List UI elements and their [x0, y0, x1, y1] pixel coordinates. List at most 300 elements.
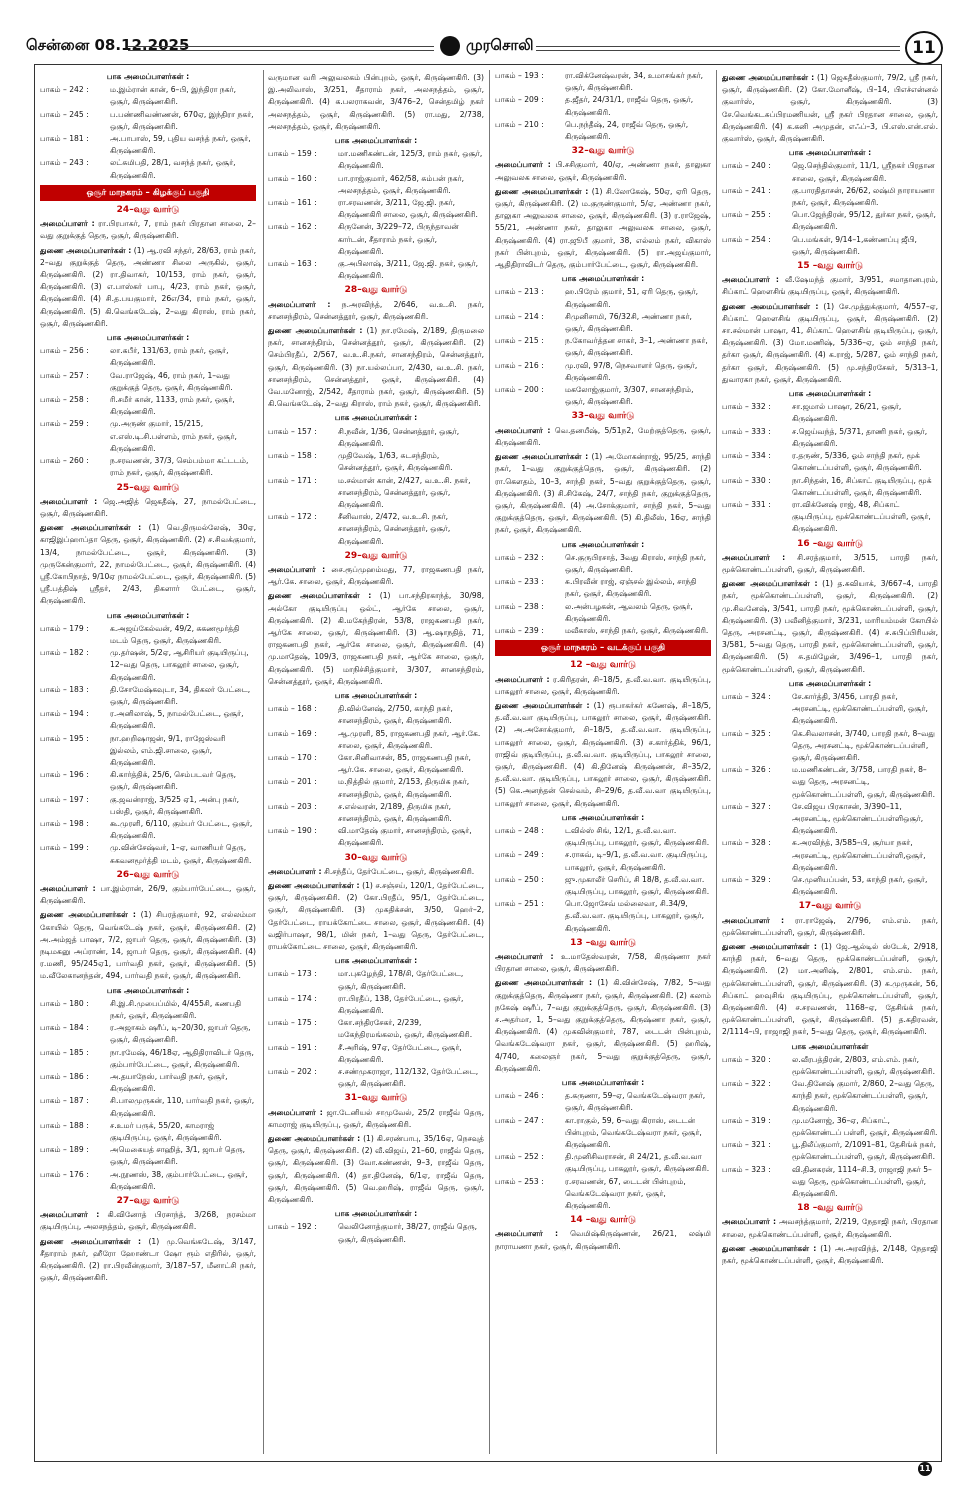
booth-number: பாகம் – 162 : — [268, 222, 317, 232]
booth-entry — [40, 84, 256, 108]
ward-heading: 26–வது வார்டு — [116, 869, 180, 880]
booth-number: பாகம் – 179 : — [40, 623, 89, 633]
booth-entry — [268, 825, 484, 849]
booth-organizer: ரி.சமீர் கான், 1133, ராம் நகர், ஒசூர், கிருஷ்ணகிரி. — [110, 395, 235, 417]
organizer-paragraph — [495, 159, 711, 183]
booth-entry — [495, 898, 711, 935]
booth-entry — [268, 1017, 484, 1041]
booth-number: பாகம் – 254 : — [722, 234, 771, 244]
booth-number: பாகம் – 198 : — [40, 818, 89, 828]
booth-entry — [268, 703, 484, 727]
role-label: அமைப்பாளர் : — [40, 496, 98, 506]
booth-organizer: டவில்ஸ் சிங், 12/1, த.வீ.வ.வா. குடியிருப்பு, பாகலூர், ஒசூர், கிருஷ்ணகிரி. — [565, 825, 710, 848]
booth-number: பாகம் – 249 : — [495, 850, 544, 860]
booth-number: பாகம் – 160 : — [268, 173, 317, 183]
organizer-paragraph — [722, 552, 938, 576]
booth-organizer: பா.ராஜ்குமார், 462/58, சும்பன் நகர், அலசநத்தம், ஒசூர், கிருஷ்ணகிரி. — [338, 173, 464, 195]
booth-number: பாகம் – 325 : — [722, 728, 771, 738]
organizer-paragraph — [268, 866, 484, 878]
booth-number: பாகம் – 174 : — [268, 993, 317, 1003]
booth-entry — [268, 776, 484, 800]
masthead-rule-right — [536, 46, 900, 51]
organizer-paragraph — [268, 564, 484, 588]
booth-organizer: ர.தருண், 5/336, ஓம் சாந்தி நகர், மூக் கொண்டப்பள்ளி, ஒசூர், கிருஷ்ணகிரி. — [792, 451, 922, 473]
booth-entry — [722, 426, 938, 450]
booth-entry — [40, 769, 256, 793]
role-label: அமைப்பாளர் : — [495, 952, 554, 962]
booth-entry — [722, 801, 938, 838]
booth-entry — [268, 221, 484, 258]
organizer-paragraph — [722, 301, 938, 386]
role-label: அமைப்பாளர் : — [722, 915, 785, 925]
booth-number: பாகம் – 327 : — [722, 801, 771, 811]
booth-number: பாகம் – 242 : — [40, 85, 89, 95]
booth-organizer: ரா.சரவணன், 3/211, ஜே.ஜி. நகர், கிருஷ்ணகிரி சாலை, ஒசூர், கிருஷ்ணகிரி. — [338, 198, 478, 220]
booth-entry — [40, 842, 256, 866]
booth-entry — [268, 475, 484, 512]
organizer-text: அவசந்த்குமார், 2/219, நேதாஜி நகர், பிரதான சாலை, மூக்கொண்டப்பள்ளி, ஒசூர், கிருஷ்ணகிரி. — [722, 1217, 938, 1239]
organizer-paragraph — [495, 951, 711, 975]
booth-number: பாகம் – 213 : — [495, 287, 544, 297]
role-label: துணை அமைப்பாளர்கள் : — [722, 579, 818, 589]
booth-number: பாகம் – 200 : — [495, 385, 544, 395]
booth-organizer: சி.இ.சி.முபைப்மில், 4/455சி, கணபதி நகர், ஒசூர், கிருஷ்ணகிரி. — [110, 998, 242, 1021]
role-label: துணை அமைப்பாளர்கள் : — [40, 523, 142, 533]
organizer-paragraph — [40, 883, 256, 907]
organizer-text: (1) ச.சஞ்சய், 120/1, தேர்பேட்டை, ஒசூர், கிருஷ்ணகிரி. (2) கோ.பிரதீப், 95/1, தேர்பேட்டை, ஒசூர், கிருஷ்ணகிரி. (3) முகதிக்சன், 3/50, ஹெர்–2, தேர்பேட்டை, ராயக்கோட்டை சாலை, ஒசூர், கிருஷ்ணகிரி. (4) வஜிர்பாஷா, 98/1, மின் நகர், 1–வது தெரு, தேர்பேட்டை, ராயக்கோட்டை சாலை, ஒசூர், கிருஷ்ணகிரி. — [268, 881, 484, 952]
section-heading: பாக அமைப்பாளர்கள் : — [334, 690, 418, 700]
booth-entry — [722, 1078, 938, 1115]
booth-organizer: ந.கோவர்த்தன சாகர், 3–1, அண்ணா நகர், ஒசூர், கிருஷ்ணகிரி. — [565, 336, 708, 358]
booth-number: பாகம் – 233 : — [495, 577, 544, 587]
organizer-text: ஜெ.அஜித் ஜெகதீஷ், 27, நாமல்பேட்டை, ஒசூர், கிருஷ்ணகிரி. — [40, 496, 256, 518]
role-label: அமைப்பாளர் : — [268, 299, 331, 309]
booth-entry — [495, 1115, 711, 1152]
booth-organizer: பொ.ஜோசேவ் மல்லைவா, சி.34/9, த.வீ.வ.வா. குடியிருப்பு, பாகலூர், ஒசூர், கிருஷ்ணகிரி. — [565, 899, 705, 933]
ward-heading: 24–வது வார்டு — [116, 205, 180, 216]
booth-organizer: மா.மணிகண்டன், 125/3, ராம் நகர், ஒசூர், கிருஷ்ணகிரி. — [338, 149, 483, 171]
organizer-paragraph — [722, 941, 938, 1039]
organizer-text: ர.கிரிதரன், சி–18/5, த.வீ.வ.வா. குடியிருப்பு, பாகலூர் சாலை, ஒசூர், கிருஷ்ணகிரி. — [495, 674, 711, 696]
column-4 — [722, 70, 938, 1455]
organizer-text: (1) நா.ரமேஷ், 2/189, திருமலை நகர், சானசந்திரம், சென்னத்தூர், ஒசூர், கிருஷ்ணகிரி. (2) செம்பிரதீப், 2/567, வ.உ.சி.நகர், சானசந்திரம், சென்னத்தூர், ஒசூர், கிருஷ்ணகிரி. (3) நா.யல்லப்பா, 2/430, வ.உ.சி. நகர், சானசந்திரம், சென்னத்தூர், ஒசூர், கிருஷ்ணகிரி. (4) வே.மனோஜ், 2/542, சீதாராம் நகர், ஒசூர், கிருஷ்ணகிரி. (5) கி.வெங்கடேஷ், 2–வது கிராஸ், ராம் நகர், ஒசூர், கிருஷ்ணகிரி. — [268, 326, 484, 409]
booth-entry — [40, 157, 256, 181]
booth-organizer: த.கருணா, 59–ஏ, வெங்கடேஷ்வரா நகர், ஒசூர், கிருஷ்ணகிரி. — [565, 1091, 706, 1113]
organizer-paragraph — [40, 522, 256, 607]
booth-entry — [495, 576, 711, 600]
booth-number: பாகம் – 195 : — [40, 733, 89, 743]
booth-organizer: செ.குருபிரசாத், 3வது கிராஸ், சாந்தி நகர், ஒசூர், கிருஷ்ணகிரி. — [565, 552, 707, 574]
organizer-paragraph — [495, 674, 711, 698]
booth-organizer: கோ.சந்திரசேகர், 2/239, மகேந்திரமங்கலம், ஒசூர், கிருஷ்ணகிரி. — [338, 1018, 473, 1040]
booth-number: பாகம் – 182 : — [40, 648, 89, 658]
organizer-text: (1) அ.மோகன்ராஜ், 95/25, சாந்தி நகர், 1–வது குறுக்குத்தெரு, ஒசூர், கிருஷ்ணகிரி. (2) ரா.கௌதம், 10–3, சாந்தி நகர், 5–வது குறுக்குத்தெரு, ஒசூர், கிருஷ்ணகிரி. (3) சி.சிகேஷ், 24/7, சாந்தி நகர், குறுக்குத்தெரு, ஒசூர், கிருஷ்ணகிரி. (4) அ.சோக்குமார், சாந்தி நகர், 5–வது குறுக்குத்தெரு, ஒசூர், கிருஷ்ணகிரி. (5) கி.திலீஸ், 16ஏ, சாந்தி நகர், ஒசூர், கிருஷ்ணகிரி. — [495, 452, 711, 535]
column-divider — [263, 70, 264, 1454]
booth-organizer: ச.ராகவ், டி–9/1, த.வீ.வ.வா. குடியிருப்பு, பாகலூர், ஒசூர், கிருஷ்ணகிரி. — [565, 850, 708, 872]
ward-heading: 28–வது வார்டு — [344, 285, 408, 296]
section-heading: பாக அமைப்பாளர்கள் : — [334, 1209, 418, 1219]
role-label: அமைப்பாளர் : — [268, 866, 322, 876]
booth-number: பாகம் – 257 : — [40, 370, 89, 380]
booth-organizer: கூ.முரளி, 6/110, கும்பர் பேட்டை, ஒசூர், கிருஷ்ணகிரி. — [110, 818, 253, 841]
booth-entry — [268, 148, 484, 172]
booth-number: பாகம் – 252 : — [495, 1152, 544, 1162]
booth-organizer: ர.அஜாகம் ஷரீப், டி–20/30, ஜாபர் தெரு, ஒசூர், கிருஷ்ணகிரி. — [110, 1023, 251, 1045]
booth-number: பாகம் – 188 : — [40, 1120, 89, 1130]
booth-entry — [268, 511, 484, 548]
booth-number: பாகம் – 326 : — [722, 765, 771, 775]
organizer-paragraph — [495, 451, 711, 536]
ward-heading: 14 –வது வார்டு — [570, 1215, 636, 1226]
booth-number: பாகம் – 196 : — [40, 770, 89, 780]
booth-organizer: த.ஜீதர், 24/31/1, ராஜீவ் தெரு, ஒசூர், கிருஷ்ணகிரி. — [565, 95, 694, 117]
role-label: துணை அமைப்பாளர்கள் : — [268, 326, 363, 336]
booth-organizer: கோ.சினிவாசன், 85, ராஜகணபதி நகர், ஆர்.கே. சாலை, ஒசூர், கிருஷ்ணகிரி. — [338, 752, 471, 775]
booth-organizer: பெ.மங்கள், 9/14–1,கண்ணப்பு ஜீபி, ஒசூர், கிருஷ்ணகிரி. — [792, 234, 917, 256]
role-label: அமைப்பாளர் : — [40, 884, 96, 893]
booth-number: பாகம் – 232 : — [495, 552, 544, 562]
booth-number: பாகம் – 184 : — [40, 1023, 89, 1033]
role-label: அமைப்பாளர் : — [495, 674, 550, 684]
organizer-text: வீ.ஷேமந்த் குமார், 3/951, சமாதானபுரம், சிப்காட் ஹௌசிங் குடியிருப்பு, ஒசூர், கிருஷ்ணகிரி. — [722, 275, 938, 297]
masthead-rule-left — [128, 46, 434, 51]
booth-organizer: முதிவேஷ், 1/63, சுடசந்திரம், சென்னத்தூர், ஒசூர், கிருஷ்ணகிரி. — [338, 451, 453, 473]
booth-organizer: க.அஜய்கேல்வன், 49/2, சுகணமூர்த்தி மடம் தெரு, ஒசூர், கிருஷ்ணகிரி. — [110, 623, 240, 645]
organizer-paragraph — [722, 1216, 938, 1240]
organizer-text: வெமிஷ்கிருஷ்ணன், 26/21, லஷ்மி நாராயணா நகர், ஒசூர், கிருஷ்ணகிரி. — [495, 1229, 711, 1251]
newspaper-name: முரசொலி — [466, 36, 534, 54]
booth-number: பாகம் – 324 : — [722, 691, 771, 701]
organizer-paragraph — [40, 496, 256, 520]
booth-entry — [40, 1144, 256, 1168]
column-divider — [489, 70, 490, 1454]
booth-number: பாகம் – 186 : — [40, 1072, 89, 1082]
booth-entry — [722, 691, 938, 728]
booth-number: பாகம் – 190 : — [268, 826, 317, 836]
role-label: அமைப்பாளர் : — [495, 1229, 559, 1239]
booth-organizer: ம.சல்மான் கான், 2/427, வ.உ.சி. நகர், சானசந்திரம், சென்னத்தூர், ஒசூர், கிருஷ்ணகிரி. — [338, 475, 471, 509]
section-heading: பாக அமைப்பாளர்கள் : — [334, 136, 418, 146]
booth-entry — [268, 258, 484, 282]
booth-entry — [40, 818, 256, 842]
booth-number: பாகம் – 209 : — [495, 95, 544, 105]
role-label: துணை அமைப்பாளர்கள் : — [722, 73, 815, 82]
booth-organizer: சிமுனிசாமி, 76/32சி, அண்ணா நகர், ஒசூர், கிருஷ்ணகிரி. — [565, 311, 692, 334]
booth-organizer: ச.எல்வரன், 2/189, திருமிக நகர், சானசந்திரம், ஒசூர், கிருஷ்ணகிரி. — [338, 801, 452, 823]
booth-organizer: சு.அரவிந்த், 3/585–பி, சூர்யா நகர், அரசனட்டி, மூக்கொண்டப்பள்ளி,ஒசூர், கிருஷ்ணகிரி. — [792, 838, 926, 872]
booth-entry — [40, 1120, 256, 1144]
booth-number: பாகம் – 191 : — [268, 1042, 317, 1052]
booth-number: பாகம் – 250 : — [495, 874, 544, 884]
booth-entry — [495, 1176, 711, 1213]
booth-entry — [40, 133, 256, 157]
edition-date: சென்னை 08.12.2025 — [26, 36, 190, 54]
booth-entry — [722, 837, 938, 874]
booth-number: பாகம் – 255 : — [722, 210, 771, 220]
booth-organizer: சி.நவீன், 1/36, சென்னத்தூர், ஒசூர், கிருஷ்ணகிரி. — [338, 426, 460, 448]
organizer-text: (1) த.சுவியாக், 3/667–4, பாரதி நகர், மூக்கொண்டப்பள்ளி, ஒசூர், கிருஷ்ணகிரி. (2) மு.சிவனேஷ், 3/541, பாரதி நகர், மூக்கொண்டப்பள்ளி, ஒசூர், கிருஷ்ணகிரி. (3) பவீனித்குமார், 3/231, மாரியம்மன் கோயில் தெரு, அரசனட்டி, ஒசூர், கிருஷ்ணகிரி. (4) ச.சுபிப்பிரியன், 3/581, 5–வது தெரு, பாரதி நகர், மூக்கொண்டப்பள்ளி, ஒசூர், கிருஷ்ணகிரி. (5) சு.தமிழேன், 3/496–1, பாரதி நகர், மூக்கொண்டப்பள்ளி, ஒசூர், கிருஷ்ணகிரி. — [722, 579, 938, 674]
role-label: துணை அமைப்பாளர்கள் : — [495, 978, 593, 988]
booth-organizer: கு.அபிலாஷ், 3/211, ஜே.ஜி. நகர், ஒசூர், கிருஷ்ணகிரி. — [338, 259, 479, 281]
booth-organizer: ரா.விக்னேஷ் ராஜ், 48, சிப்காட் குடியிருப்பு, மூக்கொண்டப்பள்ளி, ஒசூர், கிருஷ்ணகிரி. — [792, 499, 931, 534]
ward-heading: 31–வது வார்டு — [344, 1093, 408, 1104]
booth-entry — [722, 1115, 938, 1139]
section-heading: பாக அமைப்பாளர்கள் : — [561, 274, 645, 284]
booth-entry — [40, 1071, 256, 1095]
zone-banner: ஒசூர் மாநகரம் – வடக்குப் பகுதி — [495, 640, 711, 656]
booth-number: பாகம் – 239 : — [495, 625, 544, 635]
booth-number: பாகம் – 238 : — [495, 601, 544, 611]
booth-number: பாகம் – 202 : — [268, 1067, 317, 1077]
role-label: அமைப்பாளர் : — [495, 425, 551, 435]
booth-entry — [40, 455, 256, 479]
booth-entry — [268, 752, 484, 776]
section-heading: பாக அமைப்பாளர்கள் : — [334, 413, 418, 423]
column-2 — [268, 70, 484, 1455]
ward-heading: 29–வது வார்டு — [344, 550, 408, 561]
booth-number: பாகம் – 172 : — [268, 512, 317, 522]
booth-entry — [495, 119, 711, 143]
footer-page-number: 11 — [918, 1462, 932, 1476]
booth-number: பாகம் – 243 : — [40, 158, 89, 168]
booth-number: பாகம் – 245 : — [40, 109, 89, 119]
role-label: துணை அமைப்பாளர்கள் : — [268, 1134, 361, 1144]
role-label: அமைப்பாளர் : — [495, 160, 551, 170]
organizer-text: (1) வெ.திருமல்லேஷ், 30ஏ, காஜிஇப்ஹாப்தா தெரு, ஒசூர், கிருஷ்ணகிரி. (2) ச.சிவக்குமார், 13/4, நாமல்பேட்டை, ஒசூர், கிருஷ்ணகிரி. (3) முருகேன்குமார், 22, நாமல்பேட்டை, ஒசூர், கிருஷ்ணகிரி. (4) ஸ்ரீ.கோபிநாத், 9/10ஏ நாமல்பேட்டை, ஒசூர், கிருஷ்ணகிரி. (5) ஸ்ரீ.பத்திஷ் ஸ்ரீதர், 2/43, திகளார் பேட்டை, ஒசூர், கிருஷ்ணகிரி. — [40, 523, 256, 606]
booth-number: பாகம் – 163 : — [268, 259, 317, 269]
organizer-paragraph — [722, 72, 938, 145]
section-heading: பாக அமைப்பாளர்கள் — [791, 1041, 869, 1051]
booth-organizer: ச.உமர் பருக், 55/20, காமராஜ் குடியிருப்பு, ஒசூர், கிருஷ்ணகிரி. — [110, 1120, 222, 1143]
organizer-text: பா.இம்ரான், 26/9, கும்பார்பேட்டை, ஒசூர், கிருஷ்ணகிரி. — [40, 884, 256, 906]
ward-heading: 27–வது வார்டு — [116, 1196, 180, 1207]
booth-entry — [495, 1151, 711, 1175]
booth-organizer: லட்சுமிபதி, 28/1, வசந்த் நகர், ஒசூர், கிருஷ்ணகிரி. — [110, 158, 236, 180]
booth-number: பாகம் – 161 : — [268, 198, 317, 208]
booth-organizer: கு.பாரதிதாசன், 26/62, லஷ்மி நாராயணா நகர், ஒசூர், கிருஷ்ணகிரி. — [792, 185, 935, 208]
booth-number: பாகம் – 192 : — [268, 1222, 317, 1232]
booth-number: பாகம் – 193 : — [495, 71, 544, 80]
booth-number: பாகம் – 199 : — [40, 843, 89, 853]
organizer-text: (1) மு.வெங்கடேஷ், 3/147, சீதாராம் நகர், ஹீரோ ஹோண்டா ஷோ ரூம் எதிரில், ஒசூர், கிருஷ்ணகிரி. (2) ரா.பிரவீன்குமார், 3/187–57, மீனாட்சி நகர், ஒசூர், கிருஷ்ணகிரி. — [40, 1236, 256, 1283]
booth-entry — [40, 418, 256, 455]
role-label: துணை அமைப்பாளர்கள் : — [495, 452, 589, 462]
booth-organizer: ம.நித்தில் குமார், 2/153, திருமிக நகர், சானசந்திரம், ஒசூர், கிருஷ்ணகிரி. — [338, 777, 470, 799]
booth-organizer: மு.ரவி, 97/8, நெசவாளர் தெரு, ஒசூர், கிருஷ்ணகிரி. — [565, 360, 698, 382]
booth-number: பாகம் – 321 : — [722, 1140, 771, 1150]
booth-organizer: தி.வில்னேஷ், 2/750, காந்தி நகர், சானசந்திரம், ஒசூர், கிருஷ்ணகிரி. — [338, 704, 453, 726]
ward-heading: 30–வது வார்டு — [344, 852, 408, 863]
booth-number: பாகம் – 328 : — [722, 838, 771, 848]
role-label: துணை அமைப்பாளர்கள் : — [268, 591, 372, 601]
booth-entry — [40, 794, 256, 818]
organizer-text: (1) கி.சரண்பாபு, 35/16ஏ, நெசவுத் தெரு, ஒசூர், கிருஷ்ணகிரி. (2) வீ.விஜய், 21–60, ராஜீவ் தெரு, ஒசூர், கிருஷ்ணகிரி. (3) வோ.கண்ணன், 9–3, ராஜீவ் தெரு, ஒசூர், கிருஷ்ணகிரி. (4) தா.தினேஷ், 6/1ஏ, ராஜீவ் தெரு, ஒசூர், கிருஷ்ணகிரி. (5) வெ.ஹரிஷ், ராஜீவ் தெரு, ஒசூர், கிருஷ்ணகிரி. — [268, 1134, 484, 1205]
column-divider — [716, 70, 717, 1454]
section-heading: பாக அமைப்பாளர்கள் : — [561, 1078, 645, 1088]
booth-entry — [40, 345, 256, 369]
section-heading: பாக அமைப்பாளர்கள் : — [561, 812, 645, 822]
booth-organizer: சீனிவாஸ், 2/472, வ.உ.சி. நகர், சானசந்திரம், சென்னத்தூர், ஒசூர், கிருஷ்ணகிரி. — [338, 512, 451, 546]
booth-organizer: ல.வீரபத்திரன், 2/803, எம்.எம். நகர், மூக்கொண்டப்பள்ளி, ஒசூர், கிருஷ்ணகிரி. — [792, 1054, 936, 1077]
organizer-paragraph — [268, 880, 484, 953]
organizer-text: சை.ரூப்முஹம்மது, 77, ராஜகணபதி நகர், ஆர்.கே. சாலை, ஒசூர், கிருஷ்ணகிரி. — [268, 564, 484, 587]
role-label: துணை அமைப்பாளர்கள் : — [722, 301, 819, 311]
masthead — [0, 0, 972, 62]
organizer-text: (1) அ.அரவிந்த், 2/148, நேதாஜி நகர், மூக்கொண்டப்பள்ளி, ஒசூர், கிருஷ்ணகிரி. — [722, 1243, 938, 1266]
booth-entry — [268, 450, 484, 474]
ward-heading: 33–வது வார்டு — [571, 411, 635, 422]
organizer-paragraph — [40, 909, 256, 982]
booth-number: பாகம் – 256 : — [40, 346, 89, 356]
booth-entry — [722, 1054, 938, 1078]
booth-entry — [495, 1090, 711, 1114]
role-label: துணை அமைப்பாளர்கள் : — [40, 245, 132, 255]
organizer-text: (1) கி.வின்சேஷ், 7/82, 5–வது குறுக்குத்தெரு, கிருஷ்ணா நகர், ஒசூர், கிருஷ்ணகிரி. (2) கலாம் நகேஷ் ஷரீப், 7–வது குறுக்குத்தெரு, ஒசூர், கிருஷ்ணகிரி. (3) ச.அதர்மா, 1, 5–வது குறுக்குத்தெரு, கிருஷ்ணா நகர், ஒசூர், கிருஷ்ணகிரி. (4) முகவின்குமார், 787, டைடன் பின்புறம், வெங்கடேஷ்வரா நகர், ஒசூர், கிருஷ்ணகிரி. (5) ஹரிஷ், 4/740, கலைஞர் நகர், 5–வது குறுக்குத்தெரு, ஒசூர், கிருஷ்ணகிரி. — [495, 978, 711, 1073]
booth-number: பாகம் – 183 : — [40, 684, 89, 694]
organizer-text: (1) சிபரத்குமார், 92, எல்லம்மா கோயில் தெரு, வெங்கடேஷ் நகர், ஒசூர், கிருஷ்ணகிரி. (2) அ.அம்ஜத் பாஷா, 7/2, ஜாபர் தெரு, ஒசூர், கிருஷ்ணகிரி. (3) நடிமகனு அப்ராண், 14, ஜாபர் தெரு, ஒசூர், கிருஷ்ணகிரி. (4) ர.மணி, 95/245ஏ1, பார்வதி நகர், ஒசூர், கிருஷ்ணகிரி. (5) ம.வீலேகானந்தன், 494, பார்வதி நகர், ஒசூர், கிருஷ்ணகிரி. — [40, 910, 256, 981]
booth-entry — [722, 185, 938, 209]
organizer-paragraph — [268, 1107, 484, 1131]
booth-number: பாகம் – 248 : — [495, 825, 544, 835]
role-label: அமைப்பாளர் : — [40, 219, 95, 229]
role-label: அமைப்பாளர் : — [722, 552, 786, 562]
booth-organizer: வி.மாதேஷ் குமார், சானசந்திரம், ஒசூர், கிருஷ்ணகிரி. — [338, 826, 472, 848]
booth-entry — [268, 197, 484, 221]
organizer-paragraph — [495, 1228, 711, 1252]
booth-number: பாகம் – 323 : — [722, 1164, 771, 1174]
booth-organizer: மவீகாஸ், சாந்தி நகர், ஒசூர், கிருஷ்ணகிரி. — [565, 625, 709, 635]
booth-organizer: ம.இம்ரான் கான், 6–பி, இந்திரா நகர், ஒசூர், கிருஷ்ணகிரி. — [110, 85, 236, 107]
booth-entry — [495, 94, 711, 118]
booth-organizer: தி.முனிசிவராசன், சி 24/21, த.வீ.வ.வா குடியிருப்பு, பாகலூர், ஒசூர், கிருஷ்ணகிரி. — [565, 1152, 710, 1174]
organizer-paragraph — [40, 218, 256, 242]
role-label: துணை அமைப்பாளர்கள் : — [495, 186, 589, 196]
booth-entry — [268, 1221, 484, 1245]
booth-organizer: வி.தினகரன், 1114–சி.3, ராஜாஜி நகர் 5–வது தெரு, மூக்கொண்டப்பள்ளி, ஒசூர், கிருஷ்ணகிரி. — [792, 1164, 932, 1199]
organizer-text: (1) ஜே.ஆல்டில் ஸ்டேக், 2/918, காந்தி நகர், 6–வது தெரு, மூக்கொண்டப்பள்ளி, ஒசூர், கிருஷ்ணகிரி. (2) மா.அனிஷ், 2/801, எம்.எம். நகர், மூக்கொண்டப்பள்ளி, ஒசூர், கிருஷ்ணகிரி. (3) சு.முருகன், 56, சிப்காட் ஹவுசிங் குடியிருப்பு, மூக்கொண்டப்பள்ளி, ஒசூர், கிருஷ்ணகிரி. (4) ச.சரவணன், 1168–ஏ, தேசிங்க் நகர், மூக்கொண்டப்பள்ளி, ஒசூர், கிருஷ்ணகிரி. (5) த.கதிரவன், 2/1114–பி, ராஜாஜி நகர், 5–வது தெரு, ஒசூர், கிருஷ்ணகிரி. — [722, 942, 938, 1037]
booth-entry — [495, 286, 711, 310]
ward-heading: 17–வது வார்டு — [798, 901, 862, 912]
booth-number: பாகம் – 158 : — [268, 451, 317, 461]
booth-entry — [722, 728, 938, 765]
organizer-text: (1) சி.லோகேஷ், 50ஏ, ஏரி தெரு, ஒசூர், கிருஷ்ணகிரி. (2) ம.குருண்குமார், 5/ஏ, அண்ணா நகர், தாலுகா அலுவலக சாலை, ஒசூர், கிருஷ்ணகிரி. (3) ர.ராஜேஷ், 55/21, அண்ணா நகர், தாலுகா அலுவலக சாலை, ஒசூர், கிருஷ்ணகிரி. (4) ரா.ஜூபீ குமார், 38, எல்லம் நகர், விகாஸ் நகர் பின்புறம், ஒசூர், கிருஷ்ணகிரி. (5) ரா.அஜய்குமார், ஆதிதிராவிடர் தெரு, கும்பார்பேட்டை, ஒசூர், கிருஷ்ணகிரி. — [495, 186, 711, 270]
booth-number: பாகம் – 187 : — [40, 1096, 89, 1106]
booth-number: பாகம் – 322 : — [722, 1079, 771, 1089]
booth-entry — [722, 475, 938, 499]
booth-entry — [268, 1066, 484, 1090]
booth-organizer: மகலோஜ்குமார், 3/307, சானசந்திரம், ஒசூர், கிருஷ்ணகிரி. — [565, 385, 694, 407]
booth-organizer: சே.கார்த்தி, 3/456, பாரதி நகர், அரசனட்டி, மூக்கொண்டப்பள்ளி, ஒசூர், கிருஷ்ணகிரி. — [792, 691, 928, 726]
booth-entry — [268, 728, 484, 752]
booth-entry — [495, 360, 711, 384]
booth-organizer: சே.விஜய பிரகாசன், 3/390–11, அரசனட்டி, மூக்கொண்டப்பள்ளிஒசூர், கிருஷ்ணகிரி. — [792, 801, 924, 836]
booth-organizer: சீ.அரிஷ், 97ஏ, தேர்பேட்டை, ஒசூர், கிருஷ்ணகிரி. — [338, 1042, 462, 1064]
booth-entry — [722, 234, 938, 258]
booth-organizer: ம.மணிகண்டன், 3/758, பாரதி நகர், 8–வது தெரு, அரசனட்டி, மூக்கொண்டப்பள்ளி, ஒசூர், கிருஷ்ணகிரி. — [792, 765, 936, 799]
organizer-text: (1) ஜெகதீஸ்குமார், 79/2, ஸ்ரீ நகர், ஒசூர், கிருஷ்ணகிரி. (2) கோ.மோனீஷ், பி–14, பிஎச்என்னல் குவார்ஸ், ஒசூர், கிருஷ்ணகிரி. (3) சே.வெங்கடசுப்பிரமணியன், ஸ்ரீ நகர் பிரதான சாலை, ஒசூர், கிருஷ்ணகிரி. (4) க.கனி அமுதன், எஃப்–3, பி.எஸ்.என்.எல். குவார்ஸ், ஒசூர், கிருஷ்ணகிரி. — [722, 73, 938, 144]
organizer-paragraph — [722, 274, 938, 298]
booth-number: பாகம் – 201 : — [268, 777, 317, 787]
booth-organizer: அ.பாபாஸ், 59, புதிய வசந்த் நகர், ஒசூர், கிருஷ்ணகிரி. — [110, 134, 251, 156]
booth-entry — [495, 335, 711, 359]
role-label: துணை அமைப்பாளர்கள் : — [40, 910, 136, 920]
booth-number: பாகம் – 330 : — [722, 475, 771, 485]
organizer-paragraph — [268, 325, 484, 410]
organizer-text: கி.வினோத் பிரசாந்த், 3/268, நரசம்மா குடியிருப்பு, அலசநத்தம், ஒசூர், கிருஷ்ணகிரி. — [40, 1210, 256, 1232]
booth-entry — [40, 684, 256, 708]
section-heading: பாக அமைப்பாளர்கள் : — [106, 72, 190, 81]
booth-entry — [268, 1042, 484, 1066]
booth-organizer: ரா.பிரதீப், 138, தேர்பேட்டை, ஒசூர், கிருஷ்ணகிரி. — [338, 993, 464, 1016]
booth-entry — [40, 1022, 256, 1046]
ward-heading: 12 –வது வார்டு — [570, 660, 636, 671]
booth-organizer: சி.பாலமுருகன், 110, பார்வதி நகர், ஒசூர், கிருஷ்ணகிரி. — [110, 1096, 255, 1118]
booth-number: பாகம் – 175 : — [268, 1018, 317, 1028]
column-1 — [40, 70, 256, 1455]
booth-number: பாகம் – 247 : — [495, 1115, 544, 1125]
booth-entry — [495, 311, 711, 335]
organizer-paragraph — [722, 578, 938, 676]
section-heading: பாக அமைப்பாளர்கள் : — [106, 333, 190, 343]
booth-number: பாகம் – 170 : — [268, 752, 317, 762]
booth-entry — [40, 1047, 256, 1071]
booth-organizer: அ.தயாநேஸ், பார்வதி நகர், ஒசூர், கிருஷ்ணகிரி. — [110, 1072, 228, 1094]
booth-number: பாகம் – 180 : — [40, 998, 89, 1008]
newspaper-logo-icon — [440, 36, 460, 56]
booth-organizer: மு.வின்சேஷ்வர், 1–ஏ, வாணியர் தெரு, சுகவனமூர்த்தி மடம், ஒசூர், கிருஷ்ணகிரி. — [110, 843, 252, 865]
booth-number: பாகம் – 210 : — [495, 119, 544, 129]
organizer-paragraph — [268, 72, 484, 133]
booth-entry — [495, 384, 711, 408]
booth-organizer: சா.ஜமால் பாஷா, 26/21, ஒசூர், கிருஷ்ணகிரி. — [792, 402, 902, 424]
booth-number: பாகம் – 169 : — [268, 728, 317, 738]
booth-number: பாகம் – 197 : — [40, 794, 89, 804]
booth-entry — [40, 998, 256, 1022]
booth-number: பாகம் – 157 : — [268, 426, 317, 436]
ward-heading: 25–வது வார்டு — [116, 482, 180, 493]
booth-entry — [495, 625, 711, 637]
booth-entry — [40, 733, 256, 770]
booth-entry — [268, 968, 484, 992]
booth-number: பாகம் – 258 : — [40, 395, 89, 405]
booth-entry — [40, 1169, 256, 1193]
booth-number: பாகம் – 216 : — [495, 360, 544, 370]
booth-number: பாகம் – 189 : — [40, 1145, 89, 1155]
organizer-text: உ.மாதேஸ்வரன், 7/58, கிருஷ்ணா நகர் பிரதான சாலை, ஒசூர், கிருஷ்ணகிரி. — [495, 952, 711, 974]
booth-organizer: ச.ஜெய்வந்த், 5/371, தாணி நகர், ஒசூர், கிருஷ்ணகிரி. — [792, 426, 928, 448]
booth-organizer: செ.முனியப்பன், 53, காந்தி நகர், ஒசூர், கிருஷ்ணகிரி. — [792, 875, 928, 897]
booth-entry — [40, 370, 256, 394]
ward-heading: 16 –வது வார்டு — [797, 538, 863, 549]
booth-entry — [722, 1139, 938, 1163]
column-3 — [495, 70, 711, 1455]
booth-entry — [495, 849, 711, 873]
organizer-paragraph — [268, 590, 484, 688]
booth-entry — [40, 647, 256, 684]
section-heading: பாக அமைப்பாளர்கள் : — [106, 985, 190, 995]
booth-organizer: ப.பண்ணிவண்ணன், 670ஏ, இந்திரா நகர், ஒசூர், கிருஷ்ணகிரி. — [110, 109, 254, 131]
booth-entry — [40, 708, 256, 732]
booth-organizer: பொ.ஜேந்திரன், 95/12, துர்கா நகர், ஒசூர், கிருஷ்ணகிரி. — [792, 210, 936, 232]
booth-organizer: பூ.திலீப்குமார், 2/1091–81, தேசிங்க் நகர், மூக்கொண்டப்பள்ளி, ஒசூர், கிருஷ்ணகிரி. — [792, 1140, 936, 1162]
organizer-paragraph — [40, 1209, 256, 1233]
booth-entry — [495, 825, 711, 849]
role-label: அமைப்பாளர் : — [268, 1107, 323, 1117]
booth-number: பாகம் – 214 : — [495, 311, 544, 321]
booth-number: பாகம் – 320 : — [722, 1054, 771, 1064]
organizer-text: சி.சந்தீப், தேர்பேட்டை, ஒசூர், கிருஷ்ணகிரி. — [323, 866, 475, 876]
booth-number: பாகம் – 176 : — [40, 1169, 89, 1179]
